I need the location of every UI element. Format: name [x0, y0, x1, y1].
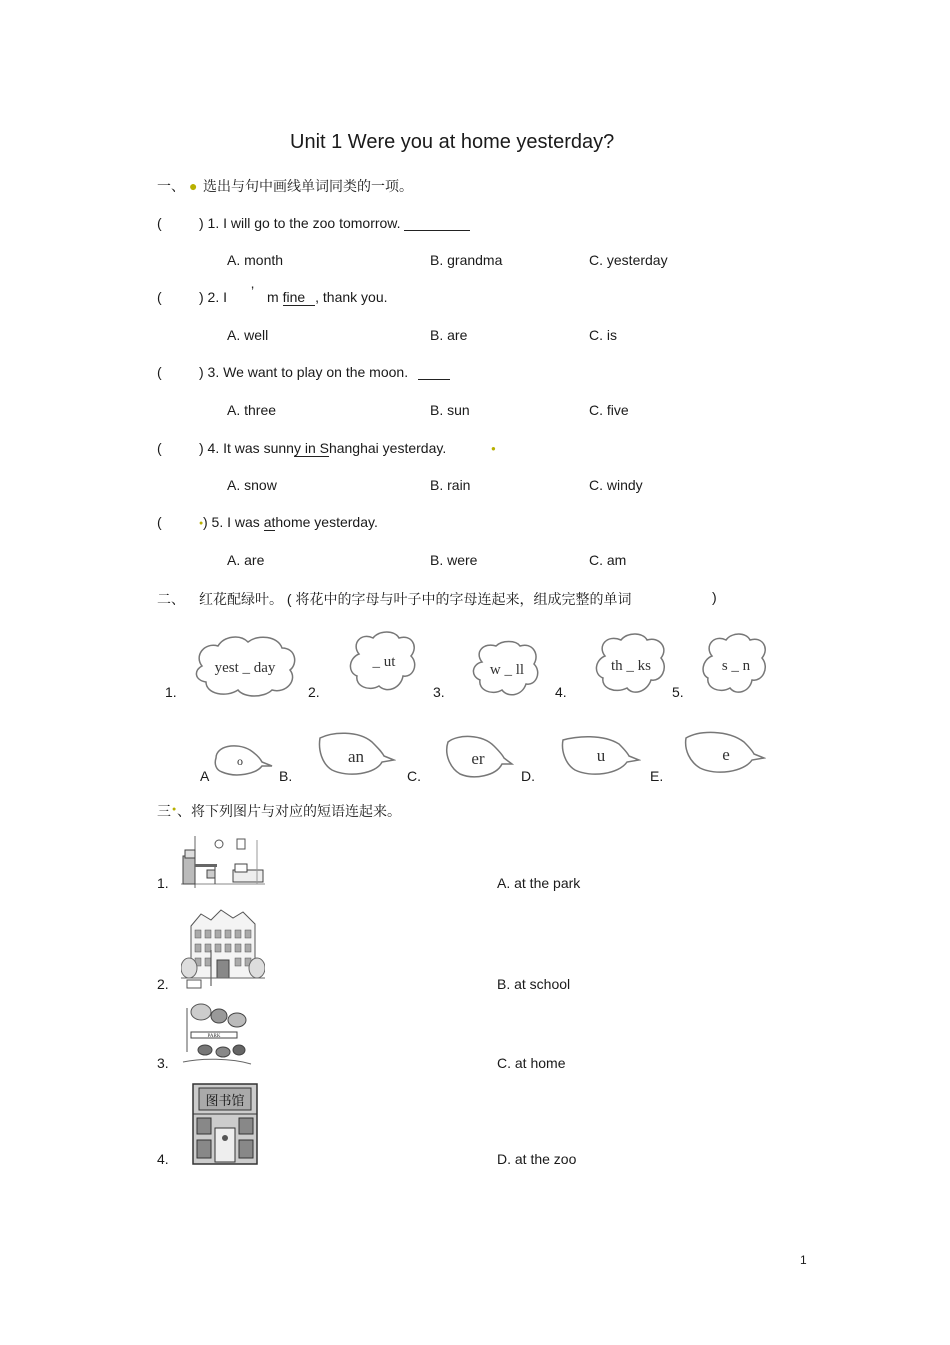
q2-option-c: C. is	[589, 327, 617, 343]
leaf-icon	[561, 732, 641, 778]
question-2-rest: m fine , thank you.	[267, 289, 388, 305]
q4-option-c: C. windy	[589, 477, 643, 493]
park-icon	[181, 1002, 253, 1068]
underlined-word: at	[263, 514, 276, 530]
picture-number-4: 4.	[157, 1151, 169, 1167]
q3-option-b: B. sun	[430, 402, 470, 418]
question-3: ) 3. We want to play on the moon.	[199, 364, 450, 380]
flower-number-5: 5.	[672, 684, 684, 700]
phrase-d: D. at the zoo	[497, 1151, 577, 1167]
leaf-text-c: er	[471, 749, 485, 768]
picture-number-1: 1.	[157, 875, 169, 891]
leaf-text-d: u	[596, 746, 606, 765]
q3-option-a: A. three	[227, 402, 277, 418]
leaf-text-e: e	[722, 745, 730, 764]
school-building-icon	[181, 906, 265, 990]
leaf-label-a: A	[200, 768, 210, 784]
picture-number-3: 3.	[157, 1055, 169, 1071]
library-sign-text: 图书馆	[205, 1094, 245, 1109]
question-4: ) 4. It was sunny in Shanghai yesterday.	[199, 440, 447, 456]
flower-text-4: th _ ks	[610, 658, 652, 674]
leaf-label-d: D.	[521, 768, 535, 784]
q4-option-b: B. rain	[430, 477, 471, 493]
page-number: 1	[800, 1253, 807, 1267]
answer-paren: (	[157, 440, 162, 456]
leaf-icon	[444, 732, 514, 780]
section-1-instruction: 选出与句中画线单词同类的一项。	[203, 178, 413, 194]
flower-number-1: 1.	[165, 684, 177, 700]
flower-icon	[192, 634, 298, 698]
decorative-dot: ●	[189, 178, 198, 194]
underlined-word: fine	[283, 289, 316, 306]
q5-option-b: B. were	[430, 552, 478, 568]
leaf-label-c: C.	[407, 768, 421, 784]
library-building-icon	[191, 1082, 259, 1166]
svg-text:PARK: PARK	[207, 1034, 221, 1039]
section-3-instruction: 、将下列图片与对应的短语连起来。	[177, 803, 401, 819]
leaf-icon	[212, 742, 274, 778]
leaf-label-b: B.	[279, 768, 293, 784]
apostrophe: ’	[251, 283, 255, 299]
answer-blank	[404, 216, 470, 231]
answer-blank	[418, 365, 450, 380]
leaf-label-e: E.	[650, 768, 664, 784]
question-1: ) 1. I will go to the zoo tomorrow.	[199, 215, 470, 231]
section-2-close: )	[712, 589, 717, 605]
question-5: ) 5. I was athome yesterday.	[203, 514, 378, 530]
home-room-icon	[181, 836, 265, 890]
question-2-start: ) 2. I	[199, 289, 228, 305]
section-1-number: 一、	[157, 178, 185, 194]
q1-option-c: C. yesterday	[589, 252, 668, 268]
decorative-dot: ●	[172, 806, 177, 813]
section-3-number: 三	[157, 803, 171, 819]
leaf-text-b: an	[347, 747, 365, 766]
picture-number-2: 2.	[157, 976, 169, 992]
flower-icon	[700, 632, 770, 696]
answer-paren: (	[157, 289, 162, 305]
flower-text-5: s _ n	[721, 658, 751, 674]
q2-option-b: B. are	[430, 327, 468, 343]
underlined-word: y in S	[293, 440, 329, 456]
section-2-number: 二、	[157, 591, 185, 607]
leaf-text-a: o	[237, 754, 243, 768]
q4-option-a: A. snow	[227, 477, 277, 493]
phrase-b: B. at school	[497, 976, 571, 992]
flower-number-4: 4.	[555, 684, 567, 700]
answer-paren: (	[157, 364, 162, 380]
section-2-instruction: 红花配绿叶。 ( 将花中的字母与叶子中的字母连起来，组成完整的单词	[199, 591, 632, 607]
flower-number-2: 2.	[308, 684, 320, 700]
q1-option-b: B. grandma	[430, 252, 503, 268]
phrase-a: A. at the park	[497, 875, 581, 891]
q5-option-a: A. are	[227, 552, 265, 568]
decorative-dot: ●	[491, 444, 496, 453]
flower-text-2: _ ut	[372, 654, 396, 670]
flower-number-3: 3.	[433, 684, 445, 700]
flower-icon	[347, 630, 419, 694]
answer-paren: (	[157, 215, 162, 231]
flower-text-3: w _ ll	[489, 662, 525, 678]
decorative-dot: ●	[199, 520, 204, 527]
flower-icon	[470, 640, 542, 698]
answer-paren: (	[157, 514, 162, 530]
leaf-icon	[318, 730, 396, 778]
phrase-c: C. at home	[497, 1055, 566, 1071]
q2-option-a: A. well	[227, 327, 269, 343]
page-title: Unit 1 Were you at home yesterday?	[290, 131, 615, 153]
leaf-icon	[684, 728, 766, 776]
q3-option-c: C. five	[589, 402, 629, 418]
q1-option-a: A. month	[227, 252, 284, 268]
flower-text-1: yest _ day	[214, 660, 276, 676]
flower-icon	[593, 632, 669, 696]
q5-option-c: C. am	[589, 552, 627, 568]
